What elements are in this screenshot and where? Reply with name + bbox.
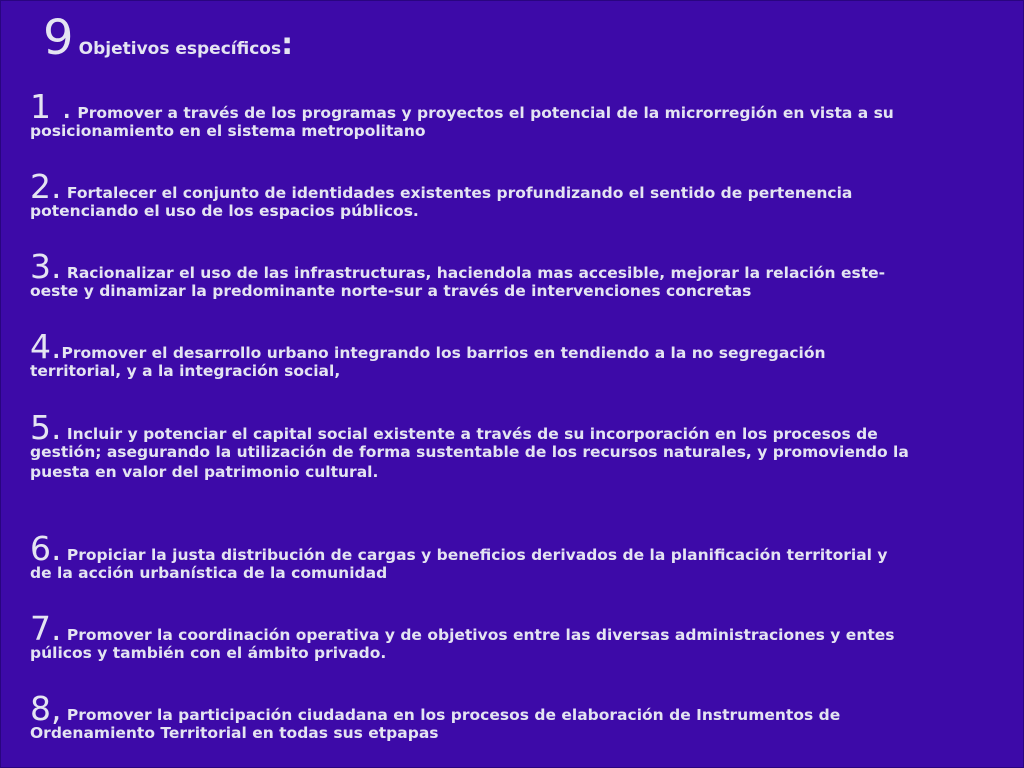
objective-marker: 7. — [30, 609, 62, 648]
objective-item-5 — [30, 408, 1005, 482]
objective-item-4 — [30, 327, 1005, 381]
objective-text: Promover a través de los programas y proyectos el potencial de la microrregión en vista a su — [71, 104, 894, 122]
objective-text: posicionamiento en el sistema metropolitano — [30, 122, 426, 140]
objective-line — [30, 167, 1005, 206]
objective-line — [30, 87, 1005, 126]
objective-marker: 4. — [30, 327, 62, 366]
objective-marker: 5. — [30, 408, 62, 447]
objective-item-7 — [30, 609, 1005, 663]
objective-text: Incluir y potenciar el capital social existente a través de su incorporación en los procesos de — [61, 425, 878, 443]
objective-text: territorial, y a la integración social, — [30, 362, 341, 380]
objective-marker: 3. — [30, 247, 62, 286]
title-text: Objetivos específicos — [78, 39, 282, 59]
objective-text: Promover la participación ciudadana en los procesos de elaboración de Instrumentos de — [61, 706, 841, 724]
objective-text: de la acción urbanística de la comunidad — [30, 564, 388, 582]
objective-item-8 — [30, 689, 1005, 743]
objective-text: Racionalizar el uso de las infrastructuras, haciendola mas accesible, mejorar la relación este- — [61, 264, 886, 282]
objective-line — [30, 689, 1005, 728]
objective-line — [30, 529, 1005, 568]
objective-line — [30, 247, 1005, 286]
objective-item-3 — [30, 247, 1005, 301]
objective-text: Promover el desarrollo urbano integrando los barrios en tendiendo a la no segregación — [61, 344, 826, 362]
title-colon: : — [281, 27, 294, 62]
objective-item-6 — [30, 529, 1005, 583]
objective-text: Fortalecer el conjunto de identidades existentes profundizando el sentido de pertenencia — [61, 184, 853, 202]
objective-line — [30, 327, 1005, 366]
objective-marker: 1 . — [30, 87, 72, 126]
objective-line — [30, 408, 1005, 447]
objective-text: gestión; asegurando la utilización de forma sustentable de los recursos naturales, y promoviendo la — [30, 443, 909, 461]
objective-text: puesta en valor del patrimonio cultural. — [30, 463, 379, 481]
objective-text: oeste y dinamizar la predominante norte-sur a través de intervenciones concretas — [30, 282, 752, 300]
objective-marker: 8, — [30, 689, 62, 728]
objective-text: púlicos y también con el ámbito privado. — [30, 644, 387, 662]
objective-item-2 — [30, 167, 1005, 221]
objective-item-1 — [30, 87, 1005, 141]
objective-marker: 6. — [30, 529, 62, 568]
objective-line — [30, 609, 1005, 648]
objective-text: Propiciar la justa distribución de cargas y beneficios derivados de la planificación territorial y — [61, 546, 888, 564]
objective-text: Promover la coordinación operativa y de objetivos entre las diversas administraciones y entes — [61, 626, 895, 644]
title-number: 9 — [43, 10, 74, 66]
objective-text: potenciando el uso de los espacios públicos. — [30, 202, 419, 220]
slide-title — [43, 7, 293, 69]
objective-text: Ordenamiento Territorial en todas sus etpapas — [30, 724, 439, 742]
objective-marker: 2. — [30, 167, 62, 206]
